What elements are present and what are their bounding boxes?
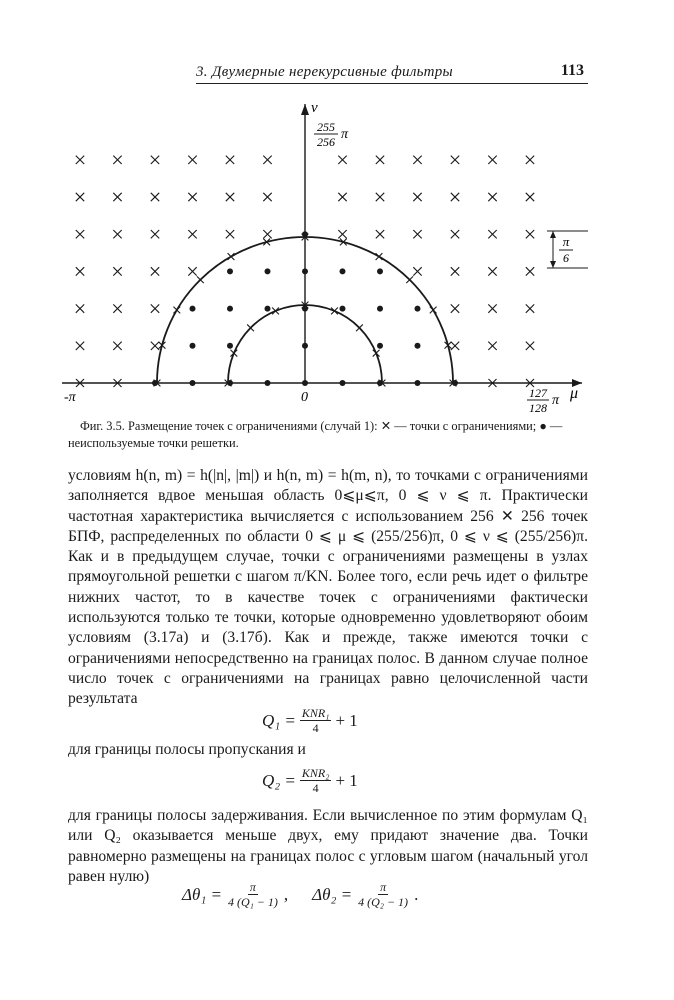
constrained-point (338, 193, 346, 201)
v-max-den: 256 (317, 135, 335, 149)
constrained-point (526, 304, 534, 312)
paragraph-3: для границы полосы задерживания. Если вычисленное по этим формулам Q₁ или Q₂ оказывается меньше двух, ему придают значение два. Точки равномерно размещены на границах полос с угловым шагом (начальный угол равен нулю) (68, 807, 588, 885)
constrained-point (226, 156, 234, 164)
constrained-point (151, 342, 159, 350)
unused-lattice-point (340, 268, 346, 274)
zero-label: 0 (301, 390, 308, 405)
unused-lattice-point (227, 343, 233, 349)
q2-tail: + 1 (335, 770, 358, 790)
unused-lattice-point (227, 306, 233, 312)
q1-numerator: KNR₁ (301, 706, 330, 720)
unused-lattice-point (415, 306, 421, 312)
constrained-point (451, 193, 459, 201)
q1-tail: + 1 (335, 710, 358, 730)
dt2-denominator: 4 (Q₂ − 1) (358, 895, 409, 909)
unused-lattice-point (415, 343, 421, 349)
step-arrow-up (550, 231, 556, 238)
v-axis-arrow (301, 104, 309, 115)
minus-pi-label: -π (64, 390, 76, 405)
figure-caption: Фиг. 3.5. Размещение точек с ограничениями (случай 1): ✕ — точки с ограничениями; ● — неиспользуемые точки решетки. (68, 419, 563, 450)
constrained-point (488, 230, 496, 238)
step-num: π (562, 234, 570, 249)
unused-lattice-point (190, 343, 196, 349)
figure-3-5 (0, 95, 674, 415)
v-max-num: 255 (317, 120, 335, 134)
constrained-point (451, 304, 459, 312)
constrained-point (526, 342, 534, 350)
dt2-end: . (414, 884, 419, 904)
mu-max-pi: π (552, 393, 560, 408)
header-rule (196, 83, 588, 84)
constrained-point (488, 156, 496, 164)
constrained-point (338, 230, 346, 238)
constrained-point (113, 267, 121, 275)
dt2-numerator: π (380, 880, 387, 894)
constrained-point (488, 304, 496, 312)
q1-lhs: Q₁ = (262, 710, 296, 730)
constrained-point (451, 230, 459, 238)
mu-max-den: 128 (529, 401, 547, 415)
constrained-point (76, 304, 84, 312)
q2-fraction (300, 766, 332, 795)
constrained-point (151, 304, 159, 312)
constrained-point (526, 193, 534, 201)
dt1-denominator: 4 (Q₁ − 1) (227, 895, 278, 909)
constrained-point (413, 267, 421, 275)
unused-lattice-point (340, 306, 346, 312)
constrained-point (526, 267, 534, 275)
dt1-separator: , (283, 884, 289, 904)
constrained-point (488, 267, 496, 275)
constrained-point (188, 193, 196, 201)
constrained-point (151, 156, 159, 164)
constrained-point (151, 193, 159, 201)
constrained-point (113, 304, 121, 312)
constrained-point (376, 230, 384, 238)
constrained-point (376, 193, 384, 201)
constrained-point (226, 193, 234, 201)
constrained-point (76, 342, 84, 350)
constrained-point (113, 156, 121, 164)
equation-q1 (262, 706, 358, 735)
mu-max-num: 127 (529, 386, 547, 400)
unused-lattice-point (265, 268, 271, 274)
v-max-pi: π (341, 127, 349, 142)
page-number: 113 (560, 62, 584, 79)
constrained-point (76, 193, 84, 201)
constrained-point (451, 156, 459, 164)
v-axis-label: ν (311, 100, 318, 116)
dt2-lhs: Δθ₂ = (312, 884, 353, 904)
constrained-point (76, 267, 84, 275)
q2-lhs: Q₂ = (262, 770, 296, 790)
dt2-fraction (356, 880, 410, 909)
unused-lattice-point (377, 306, 383, 312)
dt1-lhs: Δθ₁ = (182, 884, 222, 904)
constrained-point (113, 342, 121, 350)
constrained-point (488, 342, 496, 350)
q2-denominator: 4 (312, 781, 319, 795)
constrained-point (526, 156, 534, 164)
constrained-point (188, 230, 196, 238)
step-den: 6 (563, 251, 569, 265)
constrained-point (526, 230, 534, 238)
constrained-point (338, 156, 346, 164)
constrained-point (413, 230, 421, 238)
constrained-point (226, 230, 234, 238)
constrained-point (263, 193, 271, 201)
constrained-point (188, 267, 196, 275)
constrained-point (263, 156, 271, 164)
step-arrow-down (550, 261, 556, 268)
constrained-point (413, 156, 421, 164)
constrained-point (113, 230, 121, 238)
running-header (196, 62, 588, 84)
equation-q2 (262, 766, 358, 795)
constrained-point (151, 267, 159, 275)
constrained-point (376, 156, 384, 164)
q1-fraction (300, 706, 332, 735)
paragraph-2: для границы полосы пропускания и (68, 741, 306, 758)
equation-delta-theta (182, 880, 418, 909)
constrained-point (263, 230, 271, 238)
mu-axis-label: μ (570, 385, 579, 402)
constrained-point (76, 156, 84, 164)
dt1-fraction (226, 880, 280, 909)
constrained-point (151, 230, 159, 238)
constrained-point (413, 193, 421, 201)
constrained-point (188, 156, 196, 164)
constrained-point (451, 267, 459, 275)
unused-lattice-point (377, 343, 383, 349)
constrained-point (451, 342, 459, 350)
constrained-point (488, 193, 496, 201)
dt1-numerator: π (249, 880, 256, 894)
unused-lattice-point (227, 268, 233, 274)
chapter-title: 3. Двумерные нерекурсивные фильтры (196, 64, 453, 80)
unused-lattice-point (265, 306, 271, 312)
constrained-point (113, 193, 121, 201)
unused-lattice-point (190, 306, 196, 312)
q2-numerator: KNR₂ (301, 766, 330, 780)
unused-lattice-point (377, 268, 383, 274)
q1-denominator: 4 (312, 721, 319, 735)
constrained-point (76, 230, 84, 238)
paragraph-1: условиям h(n, m) = h(|n|, |m|) и h(n, m) = h(m, n), то точками с ограничениями заполняется вдвое меньшая область 0⩽μ⩽π, 0 ⩽ ν ⩽ π. Практически частотная характеристика вычисляется с использованием 256 ✕ 256 точек БПФ, распределенных по области 0 ⩽ μ ⩽ (255/256)π, 0 ⩽ ν ⩽ (255/256)π. Как и в предыдущем случае, точки с ограничениями размещены в узлах прямоугольной решетки с шагом π/KN. Более того, если речь идет о фильтре нижних частот, то в качестве точек с ограничениями фактически используются только те точки, которые одновременно удовлетворяют обоим условиям (3.17а) и (3.17б). Как и прежде, также имеются точки с ограничениями непосредственно на границах полос. В данном случае полное число точек с ограничениями на границах равно целочисленной части результата (68, 467, 588, 708)
